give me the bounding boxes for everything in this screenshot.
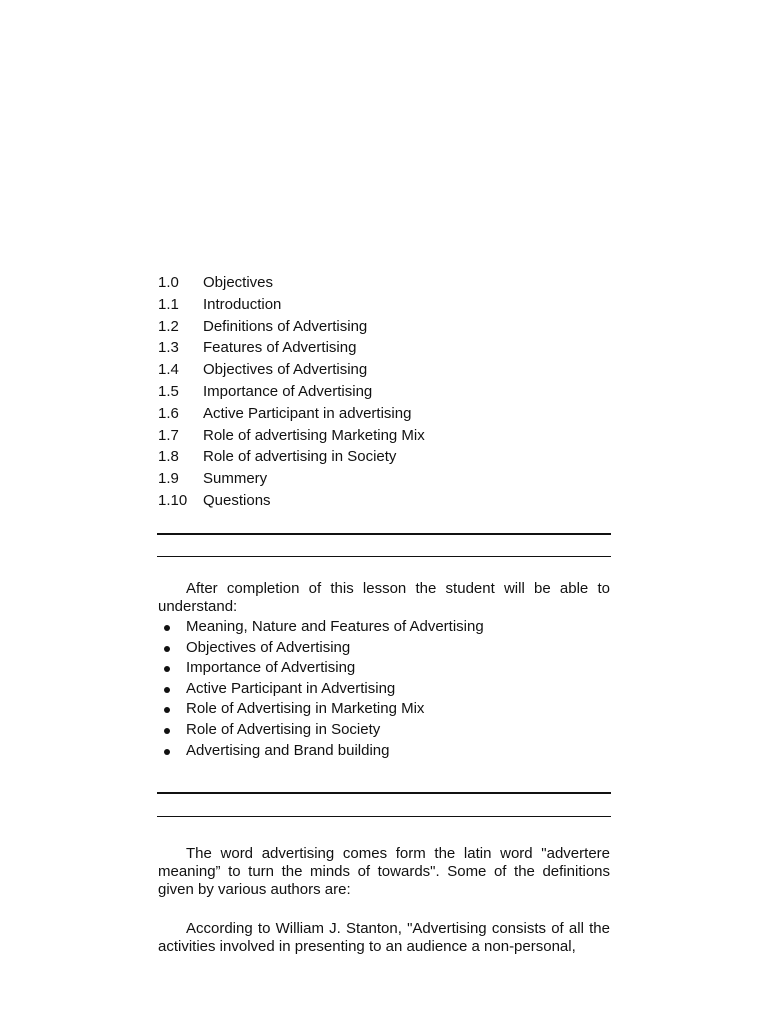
toc-number: 1.0 xyxy=(158,274,179,291)
toc-item xyxy=(158,468,618,490)
toc-number: 1.4 xyxy=(158,361,179,379)
toc-title: Summery xyxy=(203,470,268,488)
toc-number: 1.5 xyxy=(158,382,179,400)
bullet-icon xyxy=(164,646,170,652)
toc-title: Role of advertising Marketing Mix xyxy=(203,426,425,444)
toc-item xyxy=(158,490,618,512)
objectives-list xyxy=(158,617,610,761)
list-item-text: Objectives of Advertising xyxy=(186,638,351,656)
section-rule-top xyxy=(157,792,611,794)
toc-number: 1.2 xyxy=(158,317,179,335)
toc-item xyxy=(158,359,618,381)
toc-number: 1.10 xyxy=(158,491,188,509)
toc-item xyxy=(158,381,618,403)
toc-number: 1.9 xyxy=(158,470,179,488)
toc-item xyxy=(158,272,618,294)
list-item-text: Active Participant in Advertising xyxy=(186,679,396,697)
toc-title: Objectives xyxy=(203,274,274,291)
list-item xyxy=(158,679,610,700)
toc-number: 1.7 xyxy=(158,426,179,444)
list-item xyxy=(158,658,610,679)
toc-title: Role of advertising in Society xyxy=(203,448,397,466)
bullet-icon xyxy=(164,625,170,631)
section-rule-top xyxy=(157,533,611,535)
objectives-intro: After completion of this lesson the student will be able to understand: xyxy=(158,580,610,615)
bullet-icon xyxy=(164,749,170,755)
bullet-icon xyxy=(164,728,170,734)
toc-title: Importance of Advertising xyxy=(203,382,373,400)
bullet-icon xyxy=(164,707,170,713)
stanton-definition-paragraph: According to William J. Stanton, "Advertising consists of all the activities involved in presenting to an audience a non-personal, xyxy=(158,920,610,955)
list-item-text: Role of Advertising in Marketing Mix xyxy=(186,700,425,718)
toc-number: 1.1 xyxy=(158,295,179,313)
list-item-text: Importance of Advertising xyxy=(186,659,356,677)
toc-number: 1.3 xyxy=(158,339,179,357)
list-item-text: Advertising and Brand building xyxy=(186,741,390,759)
toc-title: Objectives of Advertising xyxy=(203,361,368,379)
toc-title: Features of Advertising xyxy=(203,339,357,357)
section-rule-bottom xyxy=(157,816,611,817)
list-item-text: Meaning, Nature and Features of Advertising xyxy=(186,618,484,635)
list-item xyxy=(158,617,610,638)
list-item xyxy=(158,638,610,659)
toc-item xyxy=(158,316,618,338)
toc-item xyxy=(158,294,618,316)
list-item xyxy=(158,699,610,720)
toc-title: Introduction xyxy=(203,295,282,313)
introduction-paragraph: The word advertising comes form the latin word "advertere meaning” to turn the minds of towards". Some of the definitions given by various authors are: xyxy=(158,845,610,898)
list-item xyxy=(158,741,610,762)
toc-title: Active Participant in advertising xyxy=(203,404,412,422)
toc-title: Definitions of Advertising xyxy=(203,317,368,335)
toc-item xyxy=(158,425,618,447)
toc-title: Questions xyxy=(203,491,271,509)
toc-number: 1.8 xyxy=(158,448,179,466)
list-item xyxy=(158,720,610,741)
list-item-text: Role of Advertising in Society xyxy=(186,720,381,738)
section-rule-bottom xyxy=(157,556,611,557)
toc-item xyxy=(158,446,618,468)
toc-item xyxy=(158,403,618,425)
toc-item xyxy=(158,337,618,359)
toc-number: 1.6 xyxy=(158,404,179,422)
table-of-contents xyxy=(158,272,618,512)
bullet-icon xyxy=(164,687,170,693)
bullet-icon xyxy=(164,666,170,672)
